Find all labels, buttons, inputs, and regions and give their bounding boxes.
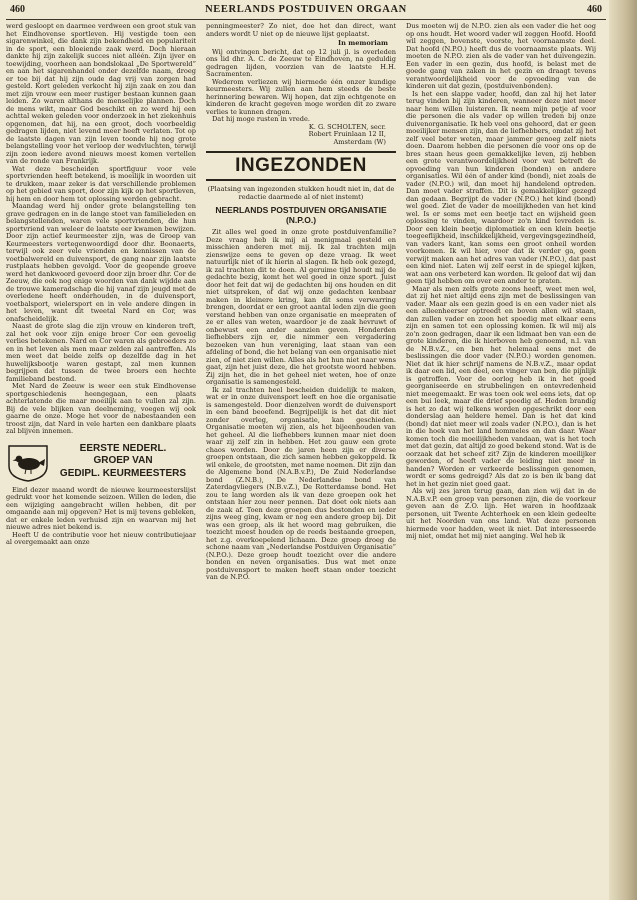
paragraph: Met Nard de Zeeuw is weer een stuk Eindhovense sportgeschiedenis heengegaan, een plaats achterlatende die maar moeilijk aan te vullen zal zijn. Bij de vele blijken van deelneming, voegen wij ook gaarne de onze. Moge het voor de nabestaanden een troost zijn, dat Nard in vele harten een dankbare plaats zal blijven innemen. bbox=[6, 382, 196, 435]
page-header bbox=[6, 4, 606, 20]
paragraph: Maandag werd hij onder grote belangstelling ten grave gedragen en in de lange stoet van familieleden en belangstellenden, waren vele sportvrienden, die hun sportvriend van weleer de laatste eer kwamen bewijzen. Door zijn actief keurmeester zijn, was de Groep van Keurmeesters vertegenwoordigd door dhr. Boonaerts, terwijl ook zeer vele vrienden en kennissen van de voetbalwereld en duivensport, de gang naar zijn laatste rustplaats hebben gevolgd. Voor de geopende groeve werd het dankwoord gevoerd door zijn broer dhr. Cor de Zeeuw, die ook nog enige woorden van dank wijdde aan de trouwe kameradschap die hij vanaf zijn jeugd met de overledene heeft onderhouden, in de duivensport, voetbalsport, wielersport en in vele andere dingen in het leven, want dit tweetal Nard en Cor, was onafscheidelijk. bbox=[6, 202, 196, 323]
keurmeesters-heading bbox=[6, 442, 196, 482]
keurmeesters-title: EERSTE NEDERL. GROEP VAN GEDIPL. KEURMEESTERS bbox=[59, 442, 187, 479]
pigeon-emblem-icon bbox=[6, 442, 50, 482]
memoriam-heading: In memoriam bbox=[338, 39, 388, 47]
article-title: NEERLANDS POSTDUIVEN ORGANISATIE (N.P.O.) bbox=[215, 205, 387, 225]
paragraph: Eind dezer maand wordt de nieuwe keurmeesterslijst gedrukt voor het komende seizoen. Willen de leden, die een wijziging aangebracht willen hebben, dit per omgaande aan mij opgeven? Het is mij tevens gebleken, dat er enkele leden verhuisd zijn en waarvan mij het nieuwe adres niet bekend is. bbox=[6, 485, 196, 531]
paragraph: Dus moeten wij de N.P.O. zien als een vader die het oog op ons houdt. Het woord vader wil zeggen Hoofd. Hoofd wil zeggen, bovenste, voorste, het voornaamste deel. Dat hoofd (N.P.O.) heeft dus de voornaamste plaats. Wij moeten de N.P.O. zien als de vader van het duivengezin. Een vader in een gezin, dus hoofd, is belast met de goede gang van zaken in het gezin en draagt tevens verantwoordelijkheid voor de opvoeding van de kinderen uit dat gezin, (postduivenbonden). bbox=[406, 22, 596, 90]
paragraph: Wederom verliezen wij hiermede één onzer kundige keurmeesters. Wij zullen aan hem steeds de beste herinnering bewaren. Wij hopen, dat zijn echtgenote en kinderen de kracht gegeven moge worden dit zo zware verlies te kunnen dragen. bbox=[206, 77, 396, 116]
paragraph: Heeft U de contributie voor het nieuw contributiejaar al overgemaakt aan onze bbox=[6, 530, 196, 546]
column-2 bbox=[206, 23, 396, 582]
paragraph: Naast de grote slag die zijn vrouw en kinderen treft, zal het ook voor zijn enige broer Cor een gevoelig verlies betekenen. Nard en Cor waren als gebroeders zo en in het leven als men maar zelden zal aantreffen. Als men weet dat beide zelfs op dezelfde dag in het huwelijksbootje waren gestapt, zal men kunnen begrijpen dat tussen de twee broers een hechte familieband bestond. bbox=[6, 322, 196, 383]
page-number-left: 460 bbox=[10, 4, 25, 15]
paragraph: Is het een slappe vader, hoofd, dan zal hij het later terug vinden bij zijn kinderen, wanneer deze niet meer naar hem willen luisteren. Ik neem mijn petje af voor die personen die als vader op willen treden bij onze duivenorganisatie. Ik heb veel ons gehoord, dat er geen moeilijker mensen zijn, dan de liefhebbers, omdat zij het zelf veel beter weten, maar jammer genoeg zelf niets doen. Daarom hebben die personen die voor ons op de bres staan heus geen gemakkelijke leven, zij hebben een grote verantwoordelijkheid voor wat betreft de opvoeding van hun kinderen (bonden) en andere organisaties. Wil één of ander kind (bond), niet zoals de vader (N.P.O.) wil, dan moet hij handelend optreden. Dan moet vader straffen. Dit is gemakkelijker gezegd dan gedaan. Begrijpt de vader (N.P.O.) het kind (bond) wel goed. Ziet de vader de moeilijkheden van het kind wel. Is er soms met een beetje tact en wijsheid geen oplossing te vinden, waardoor zo'n kind tevreden is. Door een klein beetje diplomatiek en een klein beetje toegeeflijkheid, inschikkelijkheid, vergevingsgezindheid, van vaders kant, kan soms een groot onheil worden voorkomen. Ik wil hier, voor dat ik verder ga, geen verwijt maken aan het adres van vader (N.P.O.), dat past een kind niet. Laten wij zelf eerst in de spiegel kijken, wat aan ons verbeterd kan worden. Ik geloof dat wij dan geen tijd hebben om over een ander te praten. bbox=[406, 89, 596, 285]
paragraph: Zit alles wel goed in onze grote postduivenfamilie? Deze vraag heb ik mij al menigmaal gesteld en misschien anderen met mij. Ik zal trachten mijn zienswijze eens te geven op deze vraag. Ik weet natuurlijk niet of ik hierin al slagen. Ik heb ook gezegd, ik zal trachten dit te doen. Al geruime tijd houdt mij de gedachte bezig, komt het wel goed in onze sport. Juist door het feit dat wij de gedachten bij ons houden en dit niet uitspreken, of dat wij onze gedachten kenbaar maken in kleinere kring, kan dit soms verwarring brengen, doordat er een groot aantal leden zijn die geen verstand hebben van onze organisatie en meepraten of ze er alles van weten, waardoor je de zaak hevruwt of onbewust een ander aanzien geven. Honderden liefhebbers zijn er, die nimmer een vergadering bezoeken van hun vereniging, laat staan van een afdeling of bond, die het belang van een organisatie niet zien, of niet zien willen. Alles als het hun niet naar wens gaat, zijn het juist deze, die het grootste woord hebben. Zij zijn het, die in het geheel niet weten, hoe of onze organisatie is samengesteld. bbox=[206, 228, 396, 386]
column-1 bbox=[6, 23, 196, 547]
scan-page-edge bbox=[609, 0, 637, 900]
publication-title: NEERLANDS POSTDUIVEN ORGAAN bbox=[205, 4, 407, 15]
paragraph: werd gesloopt en daarmee verdween een groot stuk van het Eindhovense sportleven. Hij vestigde toen een sigarenwinkel, die dank zijn bekendheid en populariteit in de sport, een bloeiende zaak werd. Doch hieraan dankte hij zijn zakelijk succes niet alléén. Zijn ijver en toewijding, voorheen aan bondslokaal „De Sportwereld” en aan het sigarenhandel onder dezelfde naam, droeg er toe bij dat hij zijn oude dag vrij van zorgen had gesteld. Kort geleden verkocht hij zijn zaak en zou dan met zijn vrouw een meer rustiger bestaan kunnen gaan leiden. Zo waren althans de menselijke plannen. Doch de mens wikt, maar God beschikt en zo werd hij een achttal weken geleden voor onderzoek in het ziekenhuis opgenomen, dat hij, na een groot, doch voorbeeldig gedragen lijden, niet levend meer heeft verlaten. Tot op de laatste dagen van zijn leven toonde hij nog grote belangstelling voor het verloop der wedvluchten, terwijl zijn zoon iedere avond nieuws moest komen vertellen van de ronde van Frankrijk. bbox=[6, 22, 196, 165]
paragraph: penningmeester? Zo niet, doe het dan direct, want anders wordt U niet op de nieuwe lijst geplaatst. bbox=[206, 22, 396, 38]
paragraph: Wat deze bescheiden sportfiguur voor vele sportvrienden heeft betekend, is moeilijk in woorden uit te drukken, maar zeker is dat verschillende problemen op het gebied van sport, door zijn kijk op het sportleven, hij hem en door hem tot oplossing werden gebracht. bbox=[6, 164, 196, 203]
paragraph: Maar als men zelfs grote zoons heeft, weet men wel, dat zij het niet altijd eens zijn met de beslissingen van vader. Maar als een gezin goed is en een vader niet als een alleenheerser optreedt en boven allen wil staan, dan zullen vader en zoon het spoedig met elkaar eens zijn en samen tot een oplossing komen. Ik wil mij als zo'n zoon gedragen, daar ik een lidmaat ben van een de grote kinderen, die ik hierboven heb genoemd, n.l. van de N.B.v.Z., en ben het helemaal eens met de beslissingen die door vader (N.P.O.) worden genomen. Niet dat ik hier schrijf namens de N.B.v.Z., maar opdat ik daar een lid, een deel, een vinger van ben, die pijnlijk is getroffen. Voor de oorlog heb ik in het goed georganiseerde en strubbelingen en ontevredenheid niet meegemaakt. Er was toen ook wel eens iets, dat op een bui leek, maar die drief spoedig af. Heden brandig is het zo dat wij telkens worden opgeschrikt door een donderslag aan heldere hemel. Dan is het dat kind (bond) dat niet meer wil zoals vader (N.P.O.), dan is het in die hoek van het land hommeles en dan daar. Waar komen toch die moeilijkheden vandaan, wat is het toch met dat gezin, dat altijd zo goed bekend stond. Wat is de oorzaak dat het scheef zit? Zijn de kinderen moeilijker geworden, of heeft vader de leiding niet meer in handen? Worden er verkeerde beslissingen genomen, wordt er soms gedreigd? Als dat zo is ben ik bang dat het in het gezin niet goed gaat. bbox=[406, 284, 596, 488]
paragraph: Ik zal trachten heel bescheiden duidelijk te maken, wat er in onze duivensport leeft en hoe die organisatie is samengesteld. Door dienzelven wordt de duivensport in een band beoefend. Begrijpelijk is het dat dit niet zonder overleg, organisatie, kan geschieden. Organisatie moeten wij zien, als het bijeenhouden van het geheel. Al die liefhebbers kunnen maar niet doen waar zij zelf zin in hebben. Het zou gauw een grote chaos worden. Door de jaren heen zijn er diverse groepen ontstaan, die zich samen hebben gekoppeld. Ik wil enkele, de grootsten, met name noemen. Dit zijn dan de Algemene bond (N.A.B.v.P.), De Zuid Nederlandse bond (Z.N.B.), De Nederlandse bond van Zaterdagvliegers (N.B.v.Z.), De Rotterdamse bond. Het zou te lang worden als ik van deze groepen ook het ontstaan hier zou neer pennen. Dat doet ook niets aan de zaak af. Toen deze groepen dus bestonden en ieder zijns weeg ging, kwam er nog een andere groep bij. Dit was een groep, als ik het woord mag gebruiken, die toezicht moest houden op de reeds bestaande groepen, het z.g. overkoepelend lichaam. Deze groep droeg de schone naam van „Nederlandse Postduiven Organisatie” (N.P.O.). Deze groep houdt toezicht over die andere bonden en neven organisaties. Dus wat met onze postduivensport te maken heeft staan onder toezicht van de N.P.O. bbox=[206, 385, 396, 581]
column-3 bbox=[406, 23, 596, 541]
paragraph: Dat hij moge rusten in vrede. bbox=[212, 115, 311, 123]
paragraph: Als wij zes jaren terug gaan, dan zien wij dat in de N.A.B.v.P. een groep van personen zijn, die de voorkeur geven aan de Z.O. lijn. Het waren in hoofdzaak personen, uit Twente Achterhoek en een klein gedeelte uit het Noorden van ons land. Wat deze personen hiermede voor hadden, weet ik niet. Dat interesseerde mij niet, omdat het mij niet aanging. Wel heb ik bbox=[406, 487, 596, 540]
page-number-right: 460 bbox=[587, 4, 602, 15]
section-heading: INGEZONDEN bbox=[206, 151, 396, 181]
signature-block: K. G. SCHOLTEN, secr. Robert Fruinlaan 12 II, Amsterdam (W) bbox=[308, 122, 386, 146]
paragraph: Wij ontvingen bericht, dat op 12 juli jl. is overleden ons lid dhr. A. C. de Zeeuw te Eindhoven, na geduldig gedragen lijden, voorzien van de laatste H.H. Sacramenten. bbox=[206, 47, 396, 78]
editorial-disclaimer: (Plaatsing van ingezonden stukken houdt niet in, dat de redactie daarmede al of niet instemt) bbox=[207, 185, 395, 201]
header-rule bbox=[6, 19, 606, 20]
